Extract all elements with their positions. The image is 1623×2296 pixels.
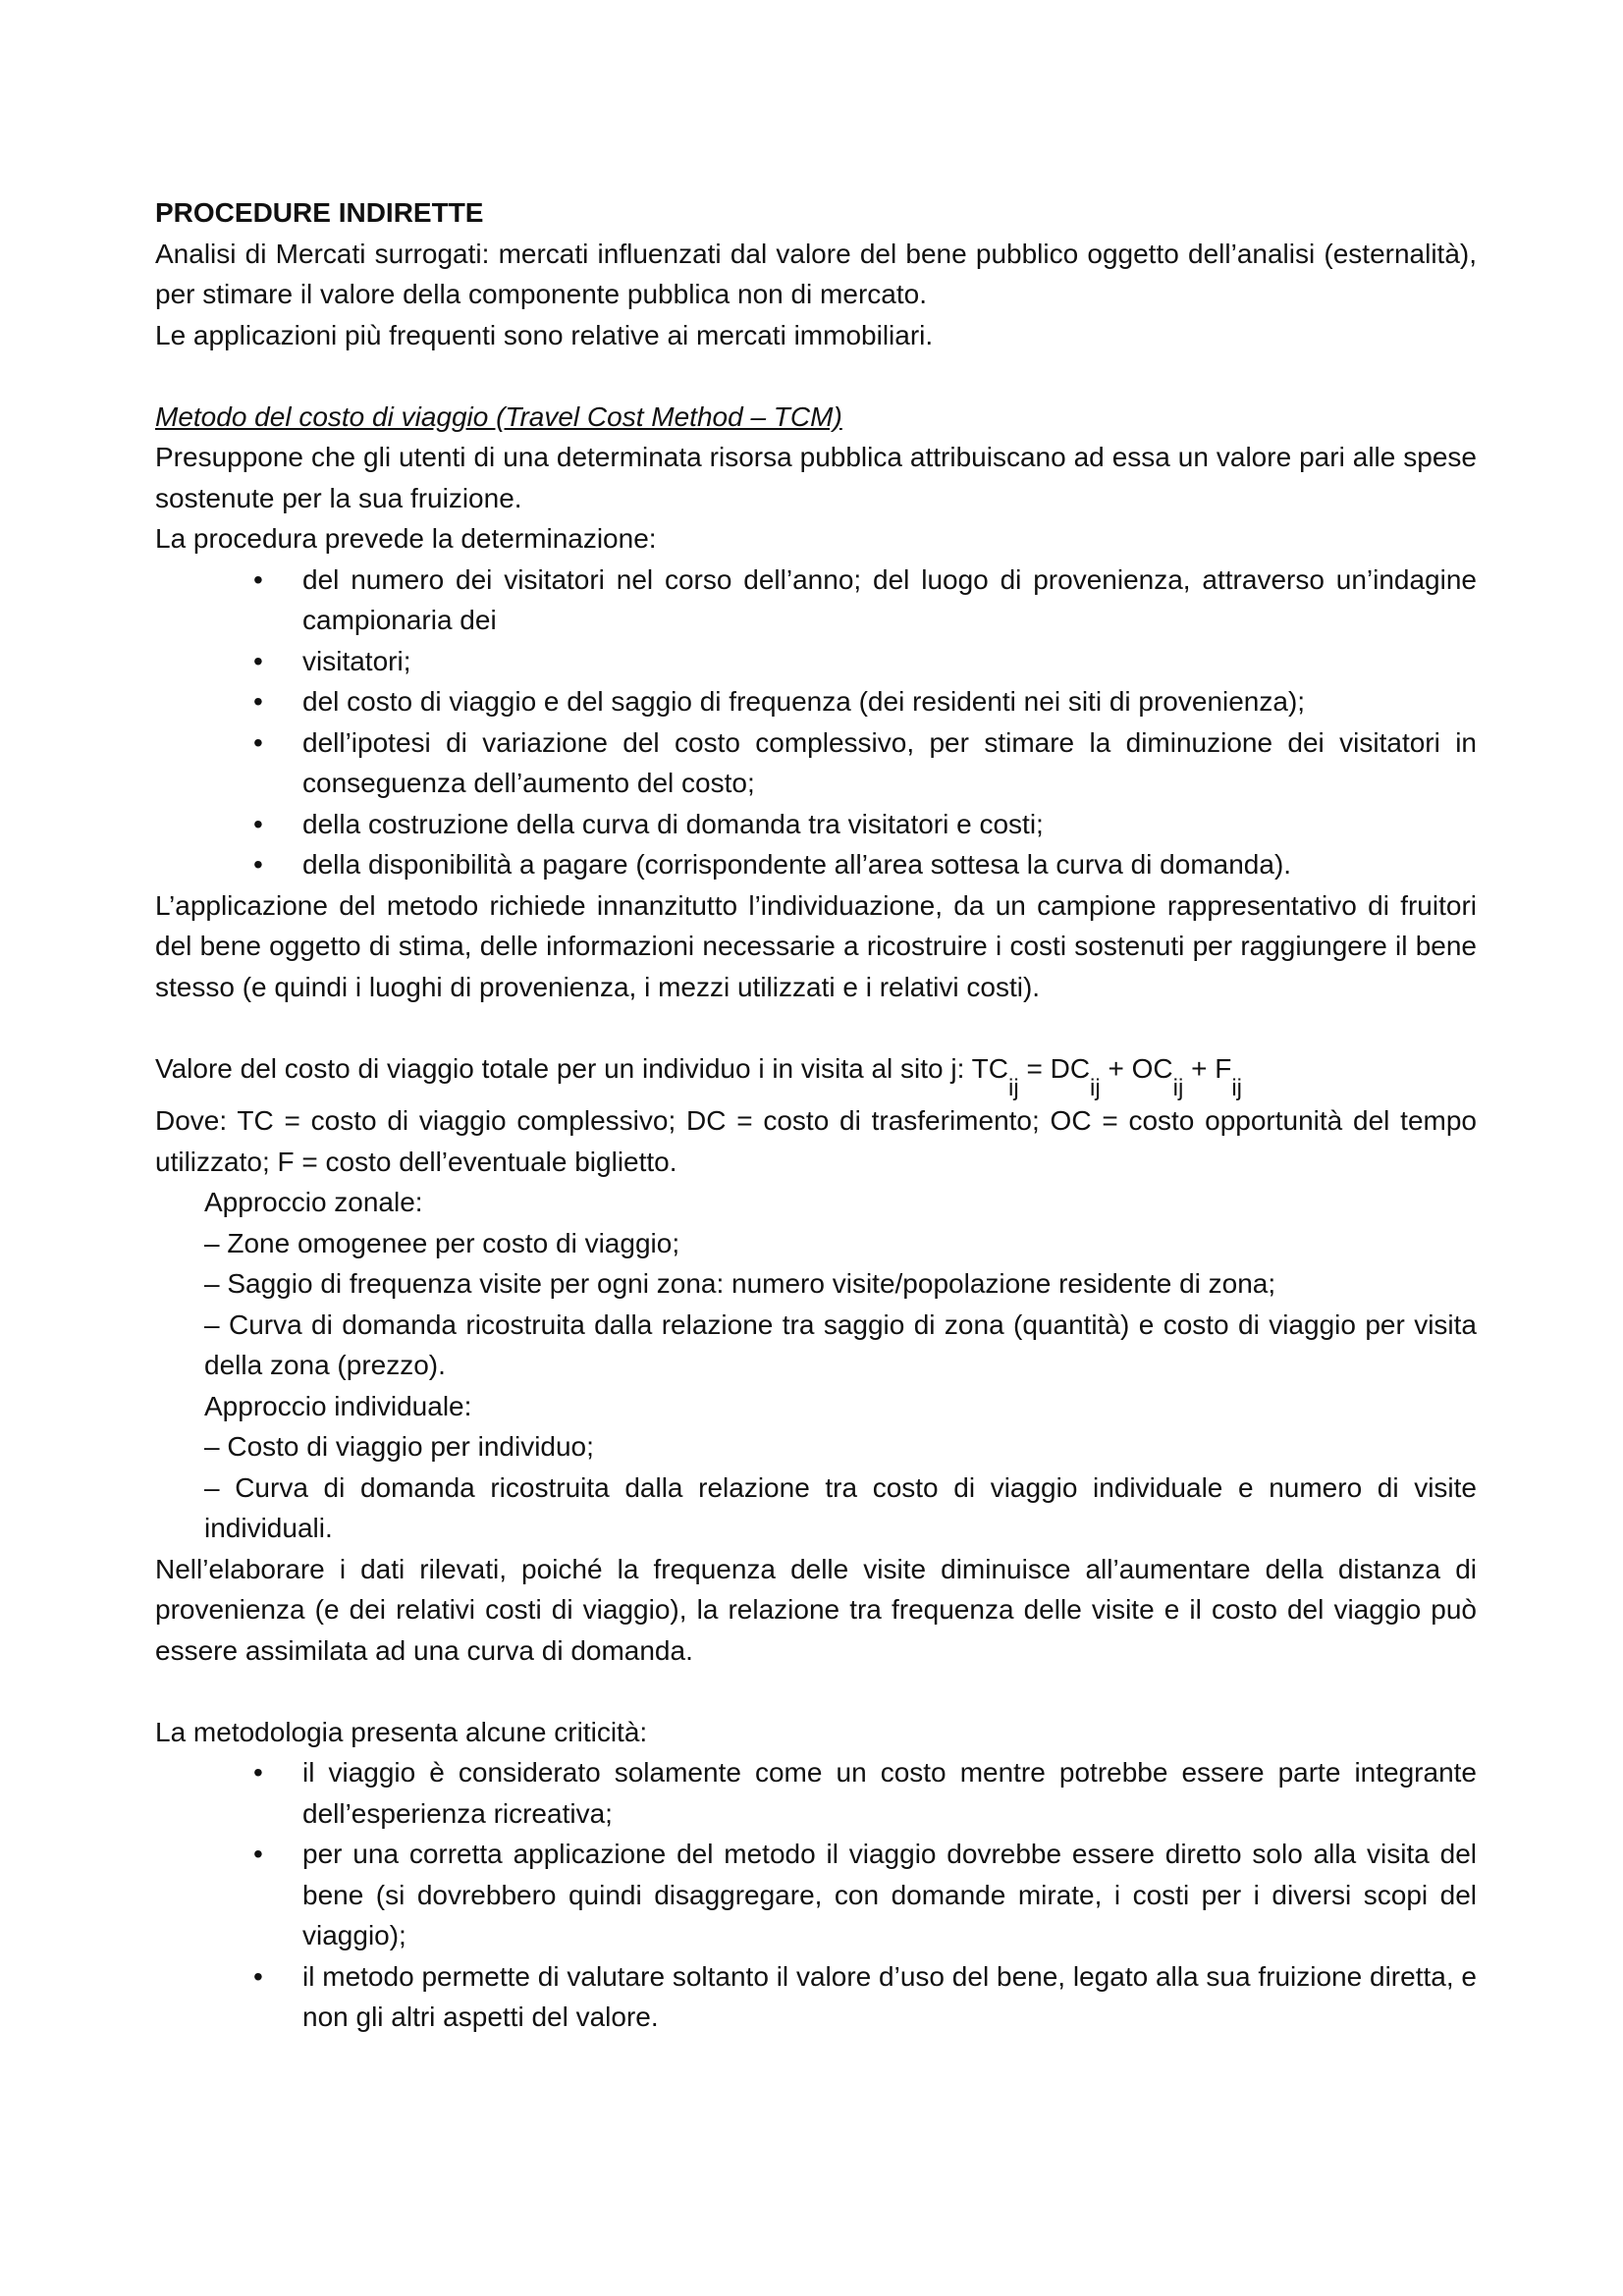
bullet-icon: • — [253, 1960, 263, 1992]
zonal-approach — [155, 1182, 1477, 1386]
procedure-intro: La procedura prevede la determinazione: — [155, 523, 657, 554]
bullet-icon: • — [253, 849, 263, 880]
bullet-icon: • — [253, 645, 263, 676]
paragraph-gap — [155, 1007, 1477, 1048]
bullet-icon: • — [253, 808, 263, 839]
intro-paragraph: Analisi di Mercati surrogati: mercati influenzati dal valore del bene pubblico oggetto dell’analisi (esternalità), per stimare il valore della componente pubblica non di mercato. — [155, 238, 1477, 309]
list-item: • dell’ipotesi di variazione del costo complessivo, per stimare la diminuzione dei visitatori in conseguenza dell’aumento del costo; — [155, 722, 1477, 804]
list-item: • del numero dei visitatori nel corso dell’anno; del luogo di provenienza, attraverso un’indagine campionaria dei — [155, 560, 1477, 641]
presupposto-paragraph: Presuppone che gli utenti di una determinata risorsa pubblica attribuiscano ad essa un valore pari alle spese sostenute per la sua fruizione. — [155, 442, 1477, 513]
approach-title: Approccio zonale: — [204, 1187, 423, 1217]
approach-item: – Costo di viaggio per individuo; — [204, 1431, 594, 1462]
dove-paragraph: Dove: TC = costo di viaggio complessivo; DC = costo di trasferimento; OC = costo opportunità del tempo utilizzato; F = costo dell’eventuale biglietto. — [155, 1105, 1477, 1177]
bullet-icon: • — [253, 563, 263, 595]
list-item: • della disponibilità a pagare (corrispondente all’area sottesa la curva di domanda). — [155, 844, 1477, 885]
approach-item: – Saggio di frequenza visite per ogni zona: numero visite/popolazione residente di zona; — [204, 1268, 1276, 1299]
list-item: • per una corretta applicazione del metodo il viaggio dovrebbe essere diretto solo alla visita del bene (si dovrebbero quindi disaggregare, con domande mirate, i costi per i diversi scopi del viaggio); — [155, 1834, 1477, 1956]
intro-paragraph: Le applicazioni più frequenti sono relative ai mercati immobiliari. — [155, 319, 934, 350]
procedure-list — [155, 560, 1477, 885]
approach-item: – Curva di domanda ricostruita dalla relazione tra saggio di zona (quantità) e costo di viaggio per visita della zona (prezzo). — [204, 1308, 1477, 1380]
list-item: • il metodo permette di valutare soltanto il valore d’uso del bene, legato alla sua fruizione diretta, e non gli altri aspetti del valore. — [155, 1956, 1477, 2038]
approach-item: – Zone omogenee per costo di viaggio; — [204, 1227, 680, 1258]
individual-approach — [155, 1386, 1477, 1549]
method-title: Metodo del costo di viaggio (Travel Cost Method – TCM) — [155, 400, 842, 432]
bullet-icon: • — [253, 1757, 263, 1788]
application-paragraph: L’applicazione del metodo richiede innanzitutto l’individuazione, da un campione rappresentativo di fruitori del bene oggetto di stima, delle informazioni necessarie a ricostruire i costi sostenuti per raggiungere il bene stesso (e quindi i luoghi di provenienza, i mezzi utilizzati e i relativi costi). — [155, 889, 1477, 1002]
document-page — [155, 192, 1477, 2038]
bullet-icon: • — [253, 726, 263, 758]
list-item: • della costruzione della curva di domanda tra visitatori e costi; — [155, 804, 1477, 845]
approach-item: – Curva di domanda ricostruita dalla relazione tra costo di viaggio individuale e numero di visite individuali. — [204, 1471, 1477, 1543]
section-heading: PROCEDURE INDIRETTE — [155, 197, 484, 228]
list-item: • visitatori; — [155, 641, 1477, 682]
criticita-list — [155, 1752, 1477, 2038]
travel-cost-formula: Valore del costo di viaggio totale per un individuo i in visita al sito j: TCij = DCij + OCij + Fij — [155, 1052, 1243, 1101]
bullet-icon: • — [253, 1839, 263, 1869]
list-item: • del costo di viaggio e del saggio di frequenza (dei residenti nei siti di provenienza); — [155, 681, 1477, 722]
paragraph-gap — [155, 1671, 1477, 1712]
elaboration-paragraph: Nell’elaborare i dati rilevati, poiché la frequenza delle visite diminuisce all’aumentare della distanza di provenienza (e dei relativi costi di viaggio), la relazione tra frequenza delle visite e il costo del viaggio può essere assimilata ad una curva di domanda. — [155, 1553, 1477, 1666]
bullet-icon: • — [253, 686, 263, 717]
list-item: • il viaggio è considerato solamente come un costo mentre potrebbe essere parte integrante dell’esperienza ricreativa; — [155, 1752, 1477, 1834]
paragraph-gap — [155, 355, 1477, 397]
approach-title: Approccio individuale: — [204, 1390, 472, 1421]
criticita-intro: La metodologia presenta alcune criticità: — [155, 1716, 648, 1747]
